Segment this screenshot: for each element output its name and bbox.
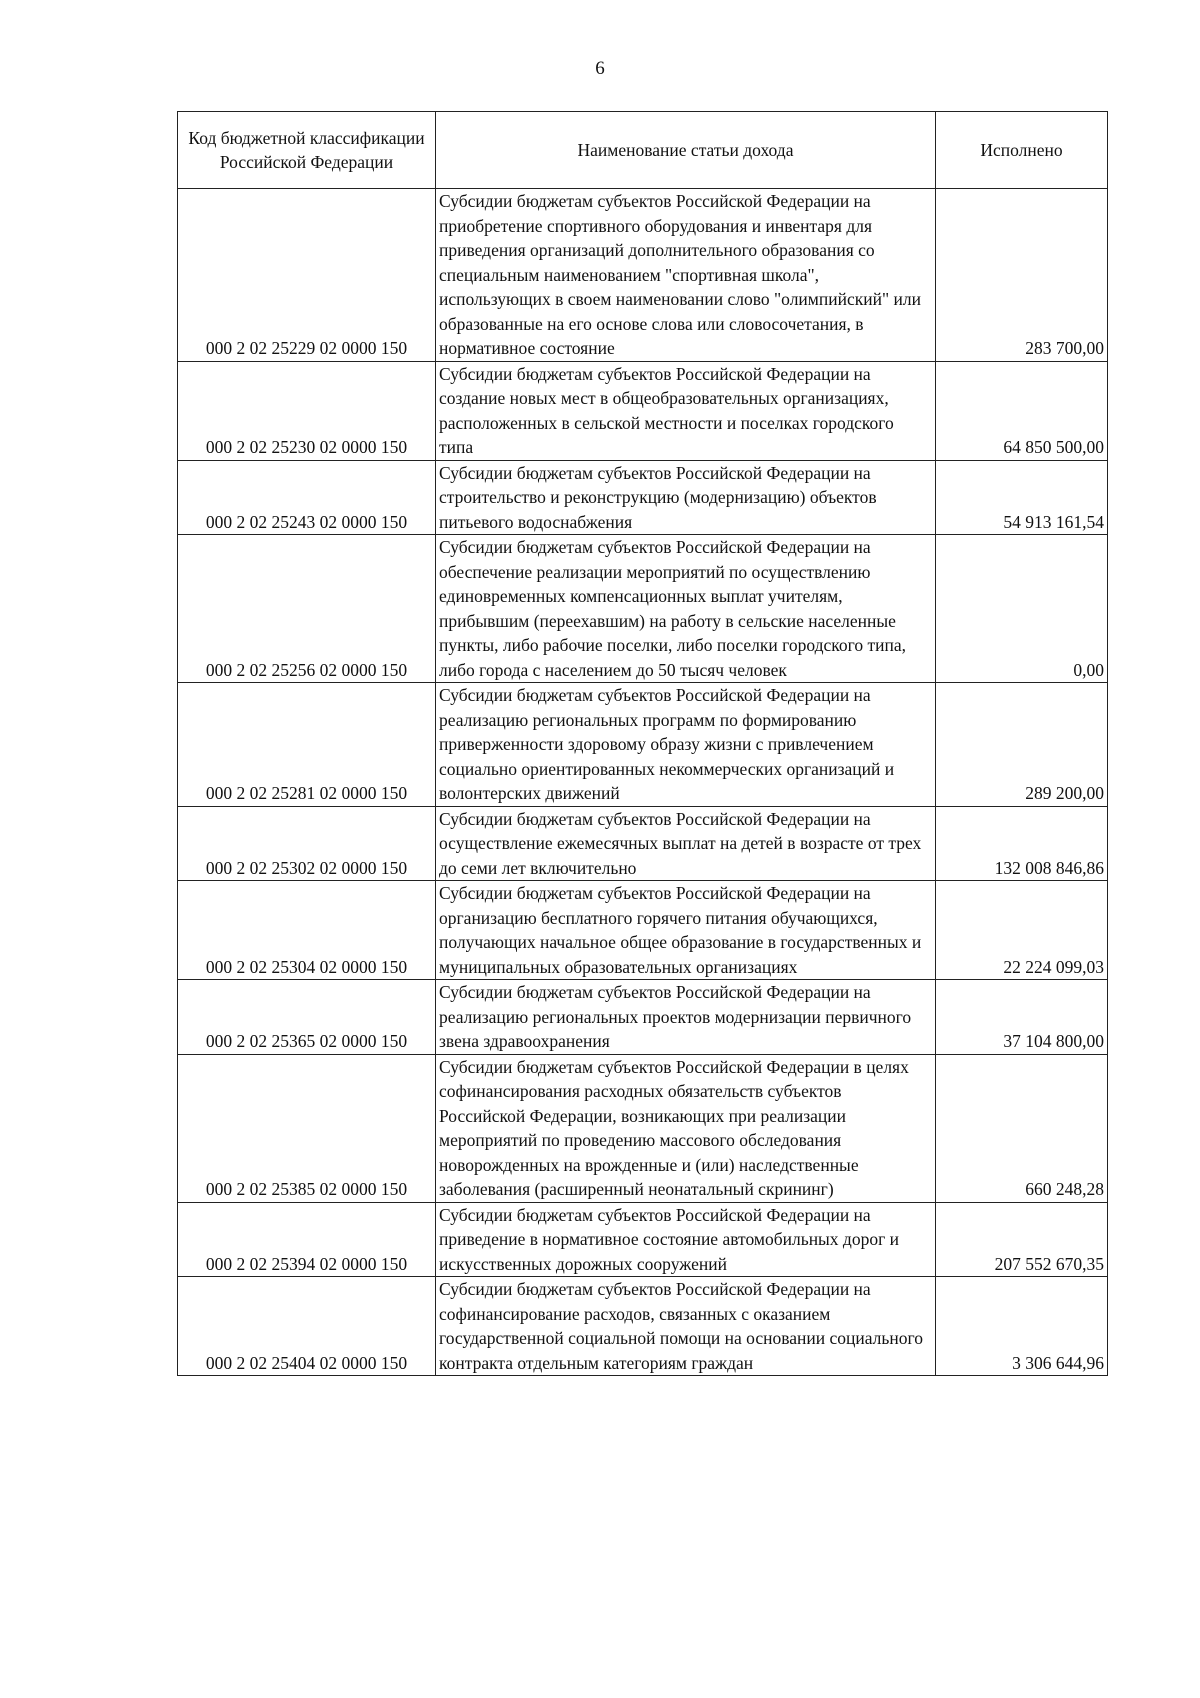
row-code: 000 2 02 25404 02 0000 150 xyxy=(178,1277,436,1376)
row-name: Субсидии бюджетам субъектов Российской Федерации на приобретение спортивного оборудования и инвентаря для приведения организаций дополнительного образования со специальным наименованием "спортивная школа", использующих в своем наименовании слово "олимпийский" или образованные на его основе слова или словосочетания, в нормативное состояние xyxy=(436,189,936,362)
row-name: Субсидии бюджетам субъектов Российской Федерации на реализацию региональных программ по формированию приверженности здоровому образу жизни с привлечением социально ориентированных некоммерческих организаций и волонтерских движений xyxy=(436,683,936,807)
table-row xyxy=(178,806,1108,881)
revenue-table xyxy=(177,111,1108,1376)
row-amount: 37 104 800,00 xyxy=(936,980,1108,1055)
row-code: 000 2 02 25256 02 0000 150 xyxy=(178,535,436,683)
row-name: Субсидии бюджетам субъектов Российской Федерации на создание новых мест в общеобразовательных организациях, расположенных в сельской местности и поселках городского типа xyxy=(436,361,936,460)
row-amount: 207 552 670,35 xyxy=(936,1202,1108,1277)
table-row xyxy=(178,1277,1108,1376)
table-header-row xyxy=(178,112,1108,189)
row-amount: 3 306 644,96 xyxy=(936,1277,1108,1376)
table-row xyxy=(178,683,1108,807)
row-code: 000 2 02 25365 02 0000 150 xyxy=(178,980,436,1055)
row-name: Субсидии бюджетам субъектов Российской Федерации на строительство и реконструкцию (модернизацию) объектов питьевого водоснабжения xyxy=(436,460,936,535)
row-code: 000 2 02 25229 02 0000 150 xyxy=(178,189,436,362)
row-amount: 0,00 xyxy=(936,535,1108,683)
row-code: 000 2 02 25302 02 0000 150 xyxy=(178,806,436,881)
header-name: Наименование статьи дохода xyxy=(436,112,936,189)
row-amount: 64 850 500,00 xyxy=(936,361,1108,460)
row-amount: 54 913 161,54 xyxy=(936,460,1108,535)
row-code: 000 2 02 25394 02 0000 150 xyxy=(178,1202,436,1277)
row-name: Субсидии бюджетам субъектов Российской Федерации на осуществление ежемесячных выплат на детей в возрасте от трех до семи лет включительно xyxy=(436,806,936,881)
row-amount: 283 700,00 xyxy=(936,189,1108,362)
table-row xyxy=(178,1054,1108,1202)
row-code: 000 2 02 25243 02 0000 150 xyxy=(178,460,436,535)
row-name: Субсидии бюджетам субъектов Российской Федерации на обеспечение реализации мероприятий по осуществлению единовременных компенсационных выплат учителям, прибывшим (переехавшим) на работу в сельские населенные пункты, либо рабочие поселки, либо поселки городского типа, либо города с населением до 50 тысяч человек xyxy=(436,535,936,683)
row-code: 000 2 02 25230 02 0000 150 xyxy=(178,361,436,460)
header-code: Код бюджетной классификации Российской Федерации xyxy=(178,112,436,189)
table-row xyxy=(178,361,1108,460)
row-name: Субсидии бюджетам субъектов Российской Федерации в целях софинансирования расходных обязательств субъектов Российской Федерации, возникающих при реализации мероприятий по проведению массового обследования новорожденных на врожденные и (или) наследственные заболевания (расширенный неонатальный скрининг) xyxy=(436,1054,936,1202)
row-amount: 132 008 846,86 xyxy=(936,806,1108,881)
row-name: Субсидии бюджетам субъектов Российской Федерации на софинансирование расходов, связанных с оказанием государственной социальной помощи на основании социального контракта отдельным категориям граждан xyxy=(436,1277,936,1376)
row-code: 000 2 02 25385 02 0000 150 xyxy=(178,1054,436,1202)
table-row xyxy=(178,1202,1108,1277)
row-name: Субсидии бюджетам субъектов Российской Федерации на организацию бесплатного горячего питания обучающихся, получающих начальное общее образование в государственных и муниципальных образовательных организациях xyxy=(436,881,936,980)
page-number: 6 xyxy=(595,58,605,79)
table-row xyxy=(178,460,1108,535)
row-amount: 660 248,28 xyxy=(936,1054,1108,1202)
table-row xyxy=(178,881,1108,980)
table-row xyxy=(178,535,1108,683)
row-code: 000 2 02 25281 02 0000 150 xyxy=(178,683,436,807)
header-amount: Исполнено xyxy=(936,112,1108,189)
row-name: Субсидии бюджетам субъектов Российской Федерации на реализацию региональных проектов модернизации первичного звена здравоохранения xyxy=(436,980,936,1055)
row-name: Субсидии бюджетам субъектов Российской Федерации на приведение в нормативное состояние автомобильных дорог и искусственных дорожных сооружений xyxy=(436,1202,936,1277)
table-row xyxy=(178,980,1108,1055)
row-amount: 289 200,00 xyxy=(936,683,1108,807)
row-amount: 22 224 099,03 xyxy=(936,881,1108,980)
row-code: 000 2 02 25304 02 0000 150 xyxy=(178,881,436,980)
table-row xyxy=(178,189,1108,362)
